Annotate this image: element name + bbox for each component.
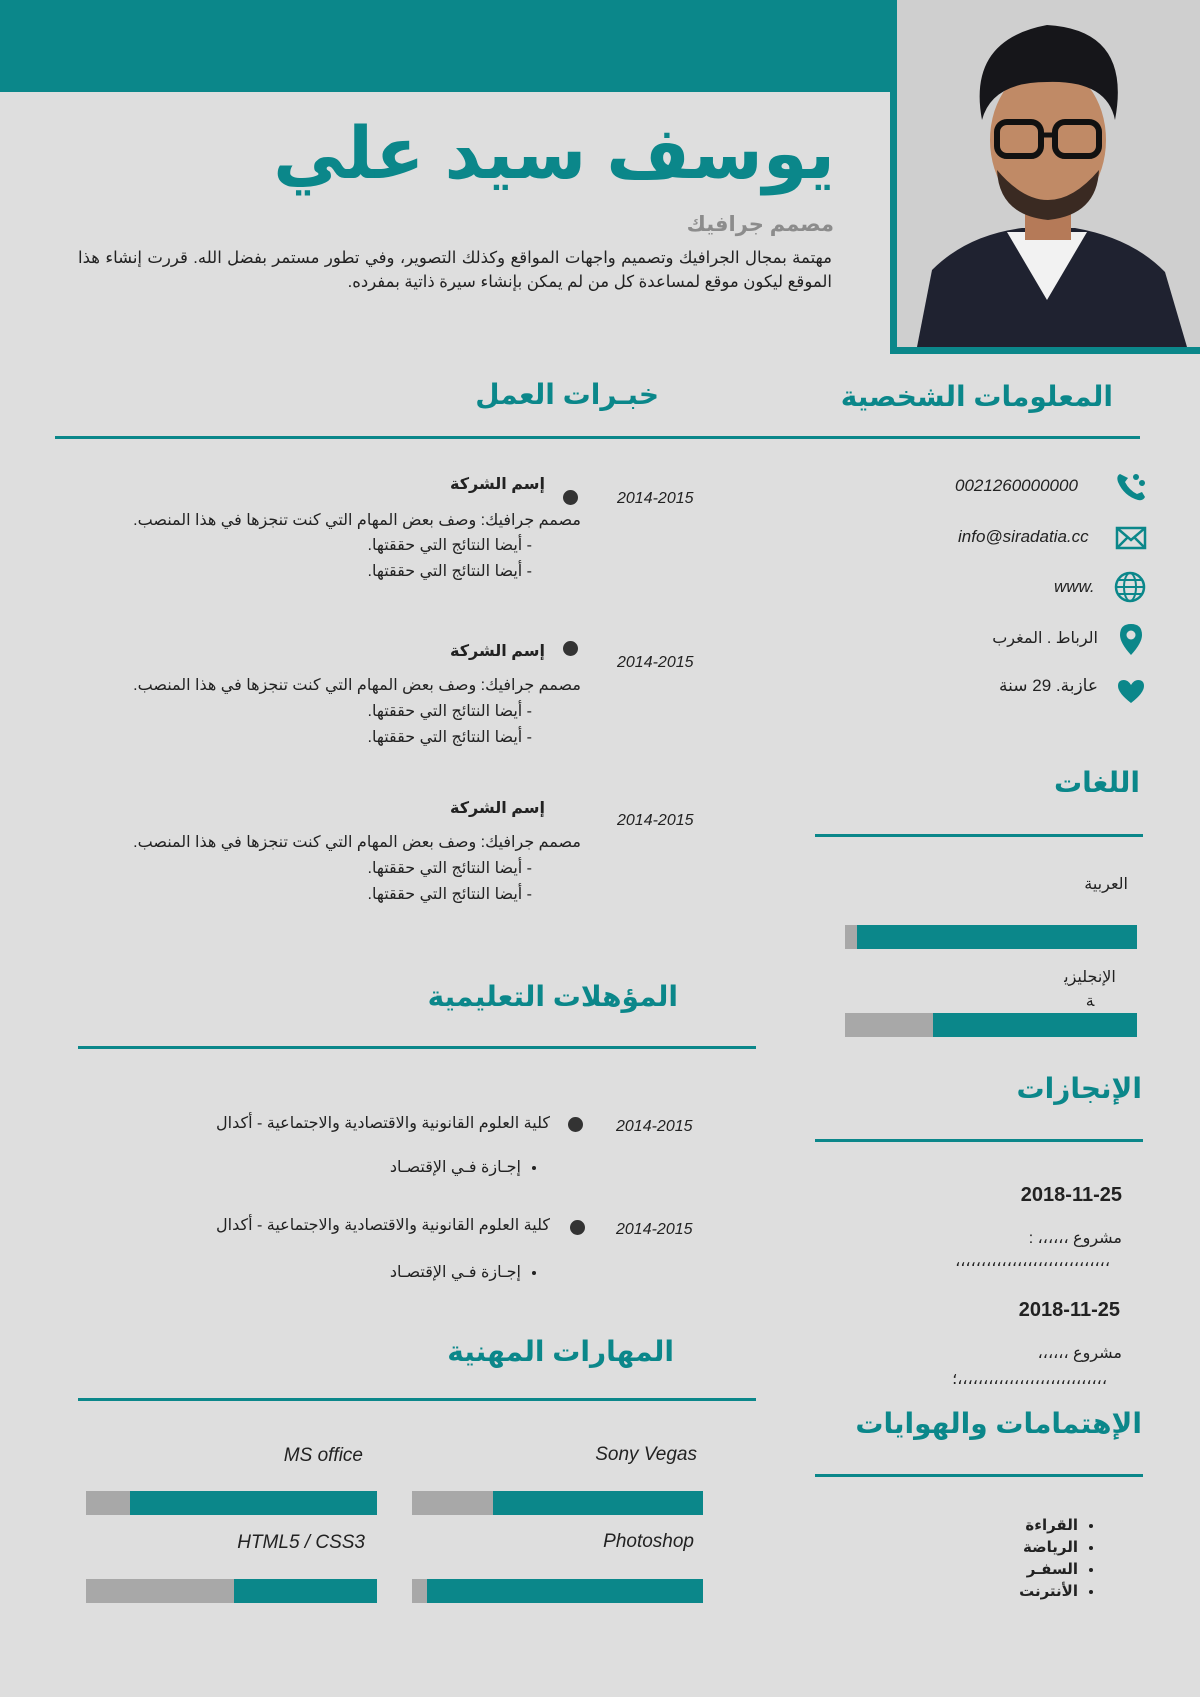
achievement-text: ،،،،،،،،،،،،،،،،،،،،،،،،،،،،،؛	[952, 1371, 1107, 1388]
address-text: الرباط . المغرب	[992, 630, 1098, 647]
skill-name: Sony Vegas	[595, 1444, 697, 1465]
hobby-item: • الأنترنت	[1019, 1581, 1078, 1603]
achievements-divider	[815, 1139, 1143, 1142]
top-divider	[55, 436, 1140, 439]
heart-icon	[1114, 674, 1148, 708]
hobby-item: • الرياضة	[1019, 1537, 1078, 1559]
result-line: - أيضا النتائج التي حققتها.	[367, 537, 532, 554]
experience-date: 2014-2015	[617, 812, 694, 829]
bullet-dot	[568, 1117, 583, 1132]
language-name: العربية	[1084, 876, 1128, 893]
achievement-text: ،،،،،،،،،،،،،،،،،،،،،،،،،،،،،،	[955, 1253, 1110, 1270]
result-line: - أيضا النتائج التي حققتها.	[367, 860, 532, 877]
hobbies-heading: الإهتمامات والهوايات	[855, 1408, 1142, 1439]
candidate-name: يوسف سيد علي	[273, 114, 835, 194]
bio-text: مهتمة بمجال الجرافيك وتصميم واجهات المواقع وكذلك التصوير، وفي تطور مستمر بفضل الله. قررت إنشاء هذا الموقع ليكون موقع لمساعدة كل من لم يمكن بإنشاء سيرة ذاتية بمفرده.	[78, 249, 832, 291]
result-line: - أيضا النتائج التي حققتها.	[367, 703, 532, 720]
skill-name: MS office	[283, 1445, 363, 1466]
skill-level-bar	[412, 1579, 703, 1603]
school-name: كلية العلوم القانونية والاقتصادية والاجتماعية - أكدال	[216, 1115, 550, 1132]
language-level-bar	[845, 925, 1137, 949]
degree-list	[390, 1157, 543, 1177]
role-description: مصمم جرافيك: وصف بعض المهام التي كنت تنجزها في هذا المنصب.	[133, 677, 581, 694]
achievements-heading: الإنجازات	[1016, 1073, 1142, 1104]
language-level-fill	[933, 1013, 1137, 1037]
language-level-bar	[845, 1013, 1137, 1037]
degree-item: • إجـازة فـي الإقتصـاد	[390, 1262, 521, 1282]
bullet-dot	[570, 1220, 585, 1235]
skill-level-fill	[130, 1491, 377, 1515]
achievement-date: 2018-11-25	[1018, 1299, 1120, 1321]
experience-heading: خبـرات العمل	[475, 379, 659, 410]
status-text: عازبة. 29 سنة	[999, 676, 1098, 695]
company-name: إسم الشركة	[450, 800, 545, 817]
languages-divider	[815, 834, 1143, 837]
language-level-fill	[857, 925, 1137, 949]
education-date: 2014-2015	[616, 1221, 693, 1238]
globe-icon	[1113, 570, 1147, 604]
result-line: - أيضا النتائج التي حققتها.	[367, 886, 532, 903]
location-pin-icon	[1114, 622, 1148, 656]
skill-level-bar	[86, 1491, 377, 1515]
degree-list	[390, 1262, 543, 1282]
hobbies-divider	[815, 1474, 1143, 1477]
website-text: www.	[1054, 577, 1095, 596]
skill-level-bar	[412, 1491, 703, 1515]
profile-photo	[897, 0, 1200, 347]
experience-date: 2014-2015	[617, 654, 694, 671]
result-line: - أيضا النتائج التي حققتها.	[367, 729, 532, 746]
job-title: مصمم جرافيك	[686, 213, 834, 236]
experience-date: 2014-2015	[617, 490, 694, 507]
skill-name: Photoshop	[603, 1531, 694, 1552]
skill-level-fill	[493, 1491, 703, 1515]
company-name: إسم الشركة	[450, 476, 545, 493]
hobbies-list	[1019, 1515, 1100, 1603]
role-description: مصمم جرافيك: وصف بعض المهام التي كنت تنجزها في هذا المنصب.	[133, 834, 581, 851]
language-name: الإنجليزية	[1064, 969, 1116, 1010]
skill-level-bar	[86, 1579, 377, 1603]
education-heading: المؤهلات التعليمية	[427, 981, 678, 1012]
result-line: - أيضا النتائج التي حققتها.	[367, 563, 532, 580]
personal-info-heading: المعلومات الشخصية	[840, 381, 1113, 412]
degree-item: • إجـازة فـي الإقتصـاد	[390, 1157, 521, 1177]
hobby-item: • السفـر	[1019, 1559, 1078, 1581]
phone-text: 0021260000000	[955, 476, 1078, 495]
role-description: مصمم جرافيك: وصف بعض المهام التي كنت تنجزها في هذا المنصب.	[133, 512, 581, 529]
languages-heading: اللغات	[1054, 767, 1140, 798]
email-text: info@siradatia.cc	[958, 527, 1089, 546]
achievement-text: مشروع ،،،،،، :	[1028, 1230, 1122, 1247]
skill-level-fill	[234, 1579, 377, 1603]
phone-icon	[1114, 470, 1148, 504]
header-banner	[0, 0, 895, 92]
achievement-text: مشروع ،،،،،،	[1037, 1345, 1122, 1362]
bullet-dot	[563, 641, 578, 656]
company-name: إسم الشركة	[450, 643, 545, 660]
skills-heading: المهارات المهنية	[447, 1336, 674, 1367]
skill-level-fill	[427, 1579, 703, 1603]
education-date: 2014-2015	[616, 1118, 693, 1135]
skill-name: HTML5 / CSS3	[237, 1532, 365, 1553]
envelope-icon	[1114, 521, 1148, 555]
education-divider	[78, 1046, 756, 1049]
bullet-dot	[563, 490, 578, 505]
hobby-item: • القراءة	[1019, 1515, 1078, 1537]
achievement-date: 2018-11-25	[1020, 1184, 1122, 1206]
skills-divider	[78, 1398, 756, 1401]
school-name: كلية العلوم القانونية والاقتصادية والاجتماعية - أكدال	[216, 1217, 550, 1234]
